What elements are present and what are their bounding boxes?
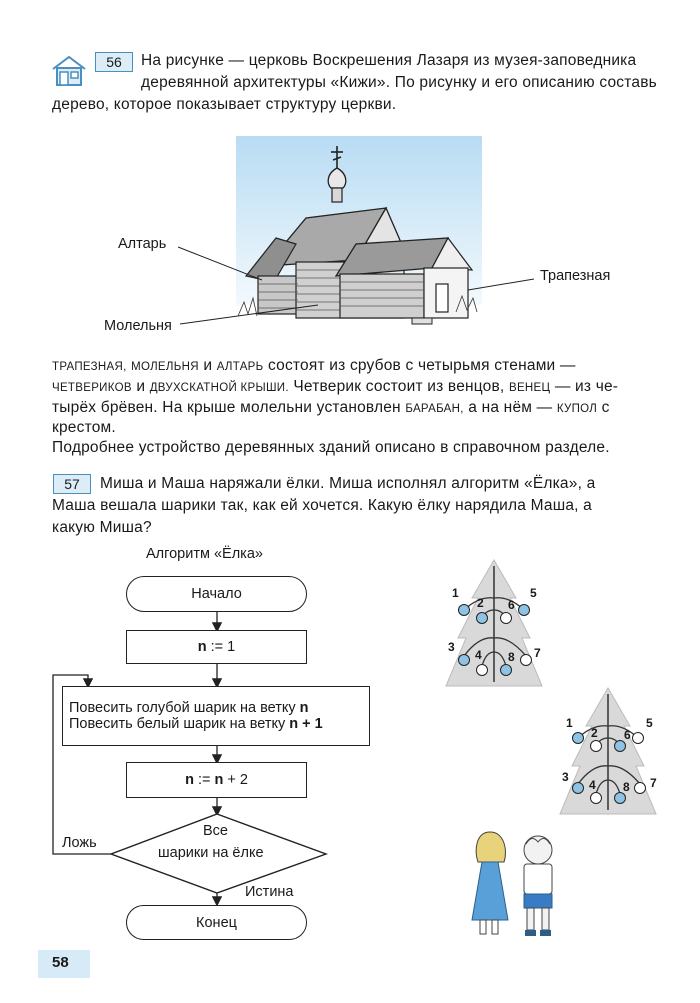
flowchart-end: Конец [126,905,307,940]
flowchart-action-line2: Повесить белый шарик на ветку n + 1 [69,716,323,732]
term-chetverik: ЧЕТВЕРИКОВ [52,382,132,394]
page-number: 58 [52,954,69,971]
desc-line3-b: а на нём — [468,399,553,416]
tree-1-num: 7 [534,646,541,660]
tree-2-num: 7 [650,776,657,790]
word-and: и [203,357,213,374]
boy-head [524,836,552,864]
flowchart-false-label: Ложь [62,835,97,851]
tree-1-num: 4 [475,648,482,662]
tree-1-num: 2 [477,596,484,610]
term-roof: ДВУХСКАТНОЙ КРЫШИ. [149,382,289,394]
tree-2-labels [556,686,666,822]
flowchart-init-var: n [197,639,207,655]
task-56-text-line1: На рисунке — церковь Воскрешения Лазаря из музея-заповедника [141,52,637,69]
task-56-number: 56 [95,52,133,72]
tree-1-labels [444,558,550,694]
boy-shirt [524,864,552,894]
tree-1-num: 3 [448,640,455,654]
desc-line5: Подробнее устройство деревянных зданий описано в справочном разделе. [52,439,610,456]
label-prayer-room: Молельня [104,318,172,334]
desc-line2 [52,377,618,398]
algorithm-title: Алгоритм «Ёлка» [146,546,263,562]
tree-2-num: 6 [624,728,631,742]
term-kupol: КУПОЛ [556,403,598,415]
desc-chetverik-consists: Четверик состоит из венцов, [293,378,505,395]
desc-line1 [52,356,576,377]
flowchart-increment: n := n + 2 [126,762,307,798]
task-57-text-line1: Миша и Маша наряжали ёлки. Миша исполнял алгоритм «Ёлка», а [100,475,596,492]
term-trapeznaya: ТРАПЕЗНАЯ, [52,361,127,373]
desc-line4: крестом. [52,419,116,436]
task-57-text-line2: Маша вешала шарики так, как ей хочется. Какую ёлку нарядила Маша, а [52,497,592,514]
tree-2-num: 2 [591,726,598,740]
tree-2-num: 3 [562,770,569,784]
task-57-number: 57 [53,474,91,494]
flowchart-action-line1: Повесить голубой шарик на ветку n [69,700,309,716]
tree-1-num: 8 [508,650,515,664]
word-and-2: и [136,378,146,395]
flowchart-condition-line2: шарики на ёлке [158,845,264,861]
label-altar: Алтарь [118,236,167,252]
desc-line3-a: тырёх брёвен. На крыше молельни установлен [52,399,401,416]
desc-line3 [52,398,610,419]
tree-1-num: 1 [452,586,459,600]
girl-dress [472,862,508,920]
desc-consist: состоят из срубов с четырьмя стенами — [268,357,576,374]
term-venets: ВЕНЕЦ [508,382,551,394]
desc-from-four: — из че- [554,378,619,395]
girl-hair [476,832,505,862]
flowchart-init-op: := 1 [210,639,236,655]
church-leader-lines [0,0,700,360]
tree-2-num: 8 [623,780,630,794]
children-illustration [468,828,568,940]
term-baraban: БАРАБАН, [405,403,464,415]
term-molelnya: МОЛЕЛЬНЯ [131,361,199,373]
task-56-text-line2: деревянной архитектуры «Кижи». По рисунку и его описанию составь [141,74,657,91]
flowchart-connectors [0,560,420,960]
flowchart-init [126,630,307,664]
label-refectory: Трапезная [540,268,611,284]
tree-2-num: 4 [589,778,596,792]
task-57-text-line3: какую Миша? [52,519,152,536]
desc-line3-c: с [601,399,610,416]
tree-1-num: 6 [508,598,515,612]
flowchart-action [62,686,370,746]
flowchart-condition-line1: Все [203,823,228,839]
flowchart-start: Начало [126,576,307,612]
boy-shorts [524,894,552,908]
flowchart-true-label: Истина [245,884,294,900]
task-56-text-line3: дерево, которое показывает структуру церкви. [52,96,397,113]
tree-2-num: 1 [566,716,573,730]
tree-1-num: 5 [530,586,537,600]
tree-2-num: 5 [646,716,653,730]
term-altar: АЛТАРЬ [216,361,264,373]
